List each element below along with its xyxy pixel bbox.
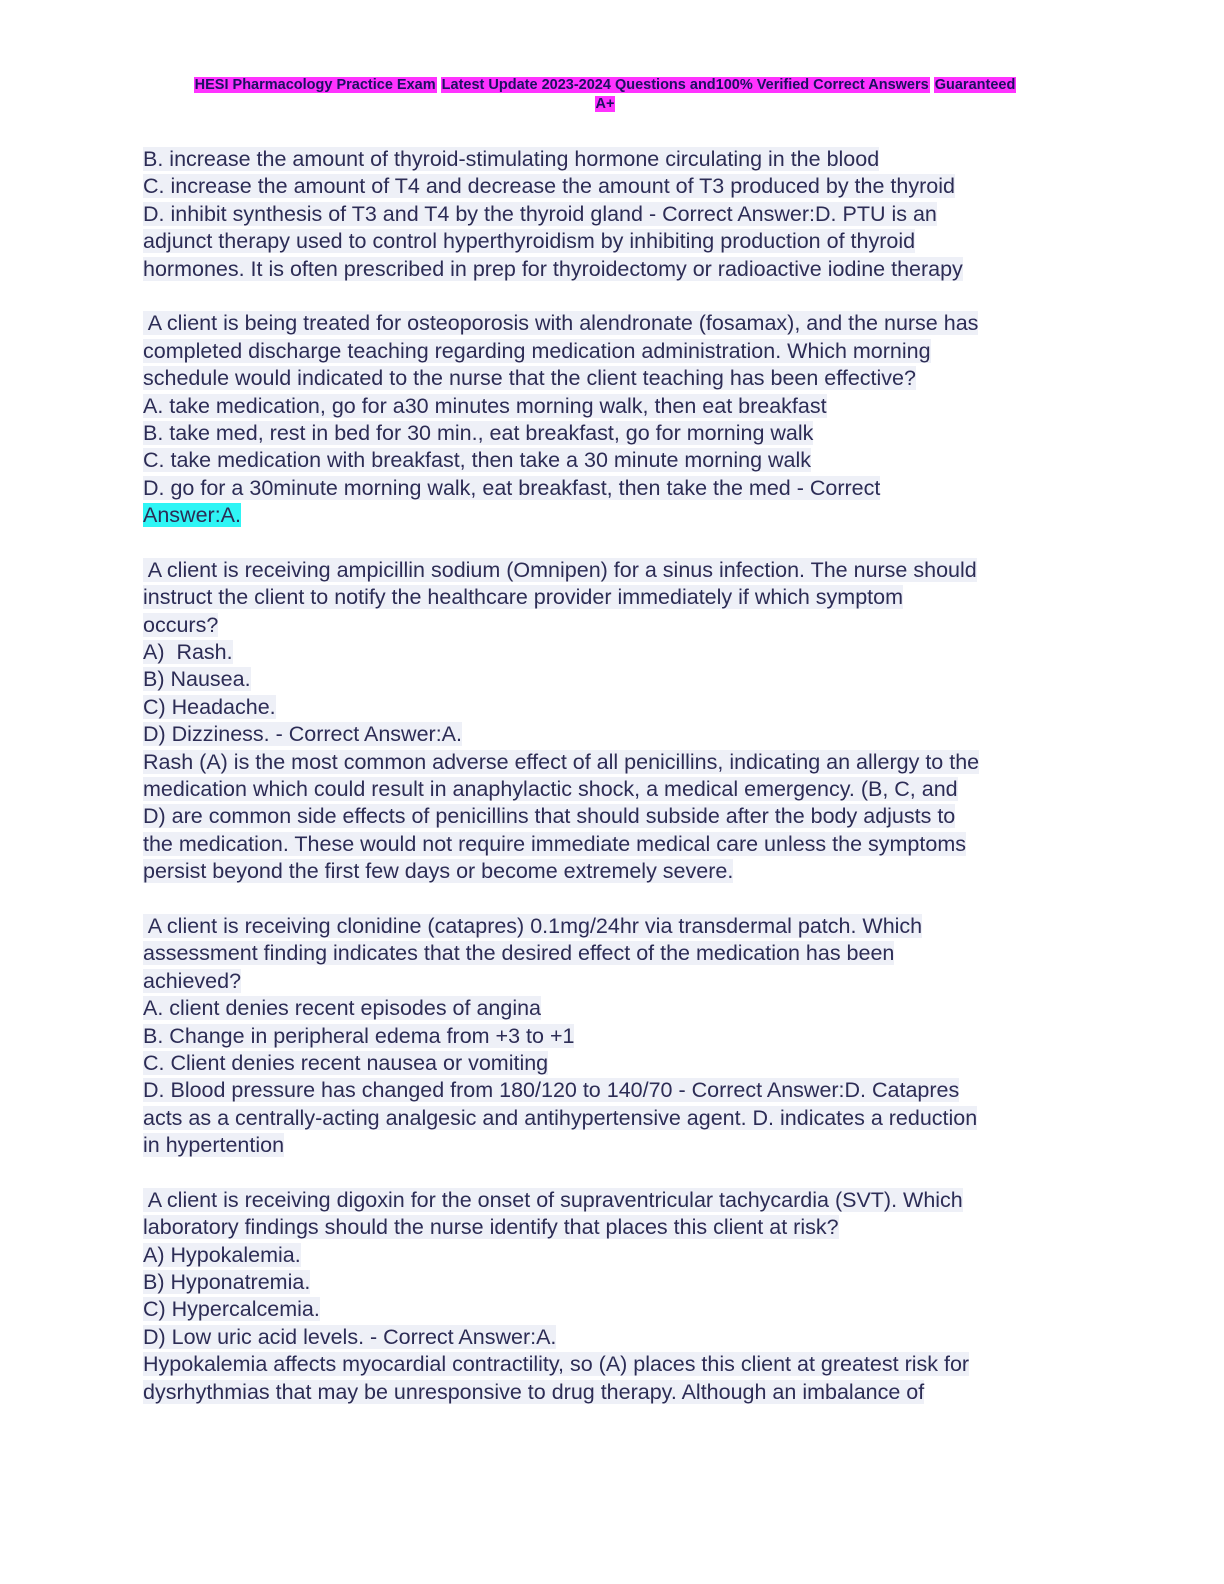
text-line: C) Headache. xyxy=(143,694,276,719)
text-line: C. take medication with breakfast, then take a 30 minute morning walk xyxy=(143,448,812,473)
text-line: A. take medication, go for a30 minutes morning walk, then eat breakfast xyxy=(143,393,827,418)
header-segment: A+ xyxy=(595,96,615,112)
text-line: C. increase the amount of T4 and decrease the amount of T3 produced by the thyroid xyxy=(143,174,955,199)
text-line: occurs? xyxy=(143,612,219,637)
text-line: completed discharge teaching regarding medication administration. Which morning xyxy=(143,338,931,363)
text-line: C. Client denies recent nausea or vomiting xyxy=(143,1050,549,1075)
text-line: A client is receiving clonidine (catapres) 0.1mg/24hr via transdermal patch. Which xyxy=(143,913,923,938)
highlighted-answer: Answer:A. xyxy=(143,503,241,528)
header-segment: Guaranteed xyxy=(934,77,1016,93)
text-line: achieved? xyxy=(143,968,242,993)
text-line: acts as a centrally-acting analgesic and antihypertensive agent. D. indicates a reduction xyxy=(143,1105,978,1130)
header-segment: Latest Update 2023-2024 Questions and100% Verified Correct Answers xyxy=(441,77,929,93)
text-line: A) Hypokalemia. xyxy=(143,1242,301,1267)
text-line: A client is receiving digoxin for the onset of supraventricular tachycardia (SVT). Which xyxy=(143,1187,963,1212)
text-line: A client is receiving ampicillin sodium (Omnipen) for a sinus infection. The nurse should xyxy=(143,557,977,582)
text-line: Hypokalemia affects myocardial contractility, so (A) places this client at greatest risk for xyxy=(143,1352,970,1377)
text-line: B) Nausea. xyxy=(143,667,251,692)
text-line: hormones. It is often prescribed in prep for thyroidectomy or radioactive iodine therapy xyxy=(143,256,963,281)
header-segment: HESI Pharmacology Practice Exam xyxy=(194,77,436,93)
text-line: A. client denies recent episodes of angina xyxy=(143,996,542,1021)
question-block-4 xyxy=(143,913,1083,1160)
document-body xyxy=(143,146,1083,1406)
text-line: D) Low uric acid levels. - Correct Answer:A. xyxy=(143,1324,557,1349)
paragraph-gap xyxy=(143,1159,1083,1186)
question-block-2 xyxy=(143,310,1083,529)
text-line: B. Change in peripheral edema from +3 to +1 xyxy=(143,1023,575,1048)
text-line: dysrhythmias that may be unresponsive to drug therapy. Although an imbalance of xyxy=(143,1379,925,1404)
text-line: persist beyond the first few days or become extremely severe. xyxy=(143,859,734,884)
text-line: the medication. These would not require immediate medical care unless the symptoms xyxy=(143,831,966,856)
text-line: in hypertention xyxy=(143,1133,285,1158)
paragraph-gap xyxy=(143,529,1083,556)
text-line: medication which could result in anaphylactic shock, a medical emergency. (B, C, and xyxy=(143,776,958,801)
text-line: instruct the client to notify the healthcare provider immediately if which symptom xyxy=(143,585,903,610)
question-block-3 xyxy=(143,557,1083,886)
text-line: B) Hyponatremia. xyxy=(143,1270,311,1295)
text-line: D) Dizziness. - Correct Answer:A. xyxy=(143,722,462,747)
paragraph-gap xyxy=(143,283,1083,310)
text-line: A client is being treated for osteoporosis with alendronate (fosamax), and the nurse has xyxy=(143,311,979,336)
text-line: D. Blood pressure has changed from 180/120 to 140/70 - Correct Answer:D. Catapres xyxy=(143,1078,960,1103)
text-line: D) are common side effects of penicillins that should subside after the body adjusts to xyxy=(143,804,956,829)
text-line: D. inhibit synthesis of T3 and T4 by the thyroid gland - Correct Answer:D. PTU is an xyxy=(143,201,937,226)
text-line: A) Rash. xyxy=(143,640,233,665)
text-line: C) Hypercalcemia. xyxy=(143,1297,320,1322)
text-line: D. go for a 30minute morning walk, eat breakfast, then take the med - Correct xyxy=(143,475,881,500)
text-line: assessment finding indicates that the desired effect of the medication has been xyxy=(143,941,895,966)
document-header xyxy=(140,76,1070,114)
text-line: Rash (A) is the most common adverse effect of all penicillins, indicating an allergy to the xyxy=(143,749,980,774)
question-block-1 xyxy=(143,146,1083,283)
text-line: B. take med, rest in bed for 30 min., eat breakfast, go for morning walk xyxy=(143,420,814,445)
text-line: laboratory findings should the nurse identify that places this client at risk? xyxy=(143,1215,839,1240)
text-line: adjunct therapy used to control hyperthyroidism by inhibiting production of thyroid xyxy=(143,229,916,254)
question-block-5 xyxy=(143,1187,1083,1406)
text-line: schedule would indicated to the nurse that the client teaching has been effective? xyxy=(143,366,916,391)
paragraph-gap xyxy=(143,886,1083,913)
text-line: B. increase the amount of thyroid-stimulating hormone circulating in the blood xyxy=(143,147,880,171)
